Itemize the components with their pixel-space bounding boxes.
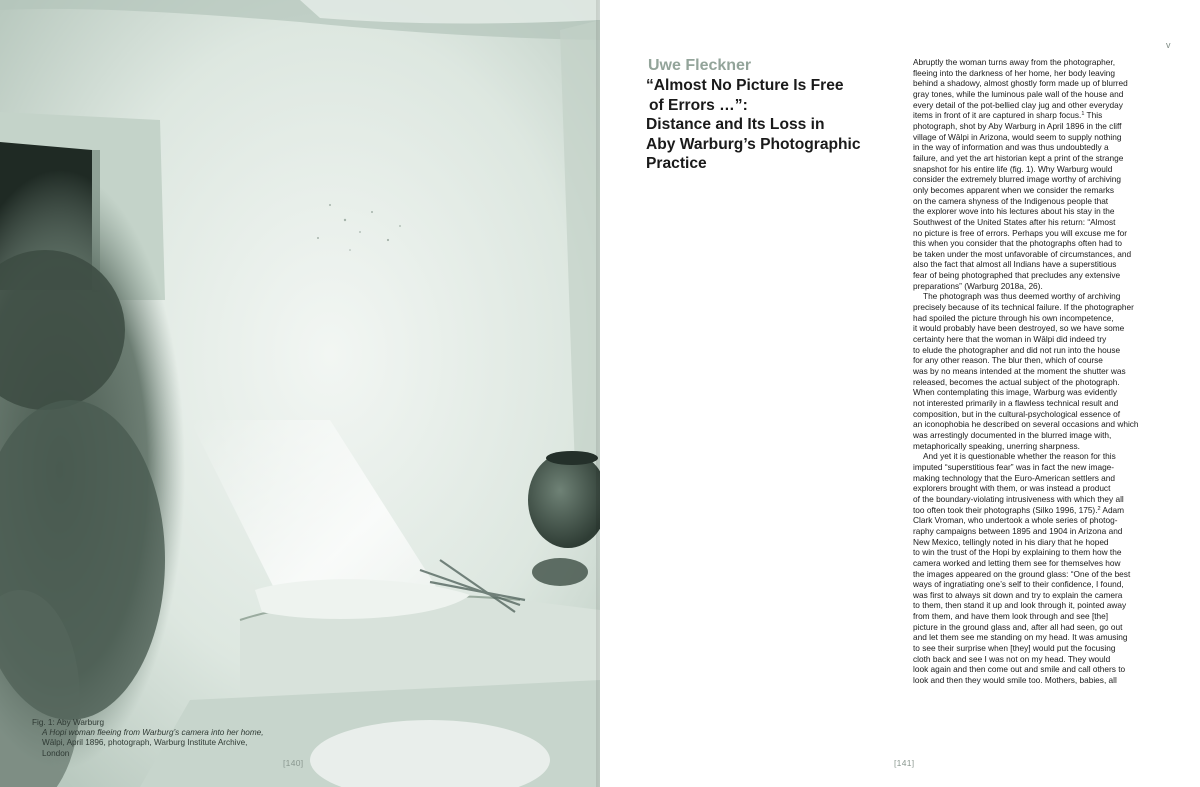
body-line: to them, then stand it up and look through it, pointed away [913,600,1127,611]
body-line: camera worked and letting them see for themselves how [913,557,1121,568]
body-line: the explorer wove into his lectures about his stay in the [913,206,1115,217]
body-line [913,110,1165,121]
body-line: explorers brought with them, or was instead a product [913,483,1111,494]
body-line: this when you consider that the photographs often had to [913,238,1122,249]
body-line: When contemplating this image, Warburg was evidently [913,387,1117,398]
body-line [913,505,1165,516]
body-line: Southwest of the United States after his return: “Almost [913,216,1116,227]
body-line: on the camera shyness of the Indigenous people that [913,195,1109,206]
body-line: raphy campaigns between 1895 and 1904 in Arizona and [913,525,1123,536]
body-line: it would probably have been destroyed, so we have some [913,323,1125,334]
page-number-left: [140] [283,758,304,768]
body-line: fleeing into the darkness of her home, her body leaving [913,67,1116,78]
body-line: The photograph was thus deemed worthy of archiving [923,291,1121,302]
body-line: village of Wālpi in Arizona, would seem to supply nothing [913,131,1122,142]
caption-figure-label: Fig. 1: Aby Warburg [32,718,105,727]
body-line: every detail of the pot-bellied clay jug and other everyday [913,99,1123,110]
body-line: failure, and yet the art historian kept a print of the strange [913,152,1124,163]
figure-caption [32,718,272,759]
body-line: consider the extremely blurred image worthy of archiving [913,174,1121,185]
body-line: the images appeared on the ground glass: “One of the best [913,568,1131,579]
body-line: and let them see me standing on my head. It was amusing [913,632,1128,643]
right-page [600,0,1200,787]
body-line: to see their surprise when [they] would put the focusing [913,643,1116,654]
body-line: had spoiled the picture through his own incompetence, [913,312,1114,323]
title-line: “Almost No Picture Is Free [646,77,844,94]
body-line: precisely because of its technical failure. If the photographer [913,302,1134,313]
body-line: snapshot for his entire life (fig. 1). Why Warburg would [913,163,1113,174]
body-line: gray tones, while the luminous pale wall of the house and [913,88,1124,99]
body-line: photograph, shot by Aby Warburg in April 1896 in the cliff [913,120,1122,131]
article-title [646,76,886,174]
body-line-text: too often took their photographs (Silko 1996, 175). [913,504,1098,515]
body-line: of the boundary-violating intrusiveness with which they all [913,493,1124,504]
body-line-tail: Adam [1100,504,1125,515]
title-line: of Errors …”: [649,96,748,114]
body-line: certainty here that the woman in Wālpi did indeed try [913,334,1107,345]
body-line: preparations” (Warburg 2018a, 26). [913,280,1043,291]
footnote-marker: 2 [1097,505,1101,512]
body-line: making technology that the Euro-American settlers and [913,472,1115,483]
body-line: also the fact that almost all Indians have a superstitious [913,259,1117,270]
body-line: behind a shadowy, almost ghostly form made up of blurred [913,78,1128,89]
body-line: look and then they would smile too. Mothers, babies, all [913,675,1117,686]
title-line: Aby Warburg’s Photographic [646,135,861,153]
body-line: was first to always sit down and try to explain the camera [913,589,1123,600]
caption-location: London [42,748,70,758]
body-line: be taken under the most unfavorable of circumstances, and [913,248,1132,259]
running-mark: v [1166,40,1171,50]
body-line: not interested primarily in a flawless technical result and [913,398,1119,408]
body-line: only becomes apparent when we consider the remarks [913,184,1115,195]
body-line: released, becomes the actual subject of the photograph. [913,376,1120,387]
body-line: ways of ingratiating one’s self to their confidence, I found, [913,579,1124,590]
body-line: from them, and have them look through and see [the] [913,611,1109,622]
body-line: Clark Vroman, who undertook a whole series of photog- [913,515,1118,526]
body-line: picture in the ground glass and, after all had seen, go out [913,621,1123,632]
author-name: Uwe Fleckner [648,57,752,74]
body-line: Abruptly the woman turns away from the photographer, [913,57,1116,67]
title-line: Distance and Its Loss in [646,116,825,134]
body-line: metaphorically speaking, unerring sharpness. [913,440,1080,451]
body-line: cloth back and see I was not on my head. They would [913,653,1111,664]
body-line: an iconophobia he described on several occasions and which [913,419,1139,430]
body-line-text: items in front of it are captured in sharp focus. [913,110,1082,121]
body-line: And yet it is questionable whether the reason for this [923,451,1116,462]
body-line: for any other reason. The blur then, which of course [913,355,1103,366]
body-line: in the way of information and was thus undoubtedly a [913,142,1109,153]
body-line: imputed “superstitious fear” was in fact the new image- [913,461,1115,472]
caption-title: A Hopi woman fleeing from Warburg’s camera into her home, [42,728,264,738]
body-line: New Mexico, tellingly noted in his diary that he hoped [913,536,1109,547]
body-line: to elude the photographer and did not run into the house [913,344,1121,355]
caption-details: Wālpi, April 1896, photograph, Warburg Institute Archive, [42,738,248,748]
body-line: look again and then come out and smile and call others to [913,664,1126,675]
page-number-right: [141] [894,758,915,768]
footnote-marker: 1 [1081,111,1085,118]
body-line: fear of being photographed that precludes any extensive [913,270,1121,281]
title-line: Practice [646,155,707,173]
body-line: no picture is free of errors. Perhaps you will excuse me for [913,227,1127,238]
article-body [913,57,1165,686]
body-line: was by no means intended at the moment the shutter was [913,366,1126,377]
body-line-tail: This [1084,110,1103,121]
body-line: was arrestingly documented in the blurred image with, [913,429,1112,440]
body-line: to win the trust of the Hopi by explaining to them how the [913,547,1122,558]
body-line: composition, but in the cultural-psychological essence of [913,408,1121,419]
